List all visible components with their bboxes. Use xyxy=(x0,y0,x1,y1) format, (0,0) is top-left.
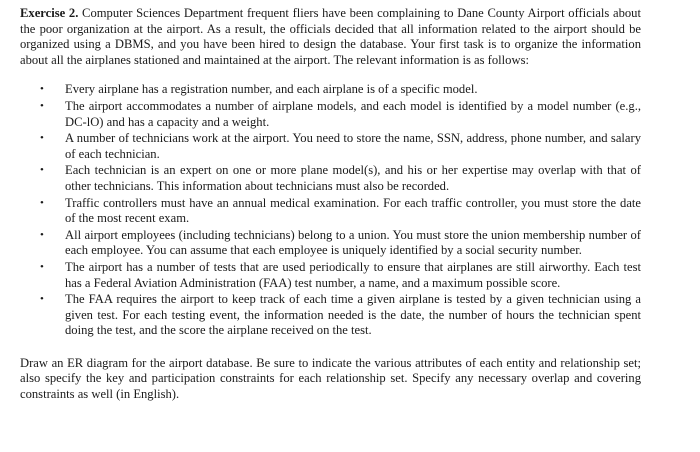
list-item xyxy=(40,82,641,98)
list-item-text: All airport employees (including technicians) belong to a union. You must store the union membership number of each employee. You can assume that each employee is uniquely identified by a social security number. xyxy=(65,227,641,258)
bullet-icon: • xyxy=(40,164,44,177)
intro-paragraph xyxy=(20,6,641,68)
list-item-text: The airport accommodates a number of airplane models, and each model is identified by a model number (e.g., DC-lO) and has a capacity and a weight. xyxy=(65,98,641,129)
list-item-text: The FAA requires the airport to keep track of each time a given airplane is tested by a given technician using a given test. For each testing event, the information needed is the date, the number of hours the technician spent doing the test, and the score the airplane received on the test. xyxy=(65,292,641,338)
bullet-icon: • xyxy=(40,260,44,273)
list-item-text: A number of technicians work at the airport. You need to store the name, SSN, address, phone number, and salary of each technician. xyxy=(65,131,641,161)
bullet-icon: • xyxy=(40,196,44,209)
intro-text: Computer Sciences Department frequent fliers have been complaining to Dane County Airport officials about the poor organization at the airport. As a result, the officials decided that all information related to the airport should be organized using a DBMS, and you have been hired to design the database. Your first task is to organize the information about all the airplanes stationed and maintained at the airport. The relevant information is as follows: xyxy=(20,6,641,67)
bullet-icon: • xyxy=(40,83,44,96)
list-item-text: Each technician is an expert on one or more plane model(s), and his or her expertise may overlap with that of other technicians. This information about technicians must also be recorded. xyxy=(65,163,641,193)
list-item xyxy=(40,227,641,259)
list-item xyxy=(40,259,641,291)
list-item xyxy=(40,195,641,227)
list-item-text: Every airplane has a registration number, and each airplane is of a specific model. xyxy=(65,82,478,97)
list-item xyxy=(40,292,641,339)
exercise-title: Exercise 2. xyxy=(20,6,79,20)
closing-paragraph: Draw an ER diagram for the airport database. Be sure to indicate the various attributes of each entity and relationship set; also specify the key and participation constraints for each relationship set. Specify any necessary overlap and covering constraints as well (in English). xyxy=(20,355,641,402)
list-item-text: The airport has a number of tests that are used periodically to ensure that airplanes are still airworthy. Each test has a Federal Aviation Administration (FAA) test number, a name, and a maximum possible score. xyxy=(65,259,641,290)
requirements-list xyxy=(20,82,641,339)
bullet-icon: • xyxy=(40,132,44,145)
list-item xyxy=(40,131,641,162)
list-item xyxy=(40,163,641,194)
bullet-icon: • xyxy=(40,99,44,112)
list-item-text: Traffic controllers must have an annual medical examination. For each traffic controller, you must store the date of the most recent exam. xyxy=(65,195,641,226)
bullet-icon: • xyxy=(40,228,44,241)
list-item xyxy=(40,98,641,130)
bullet-icon: • xyxy=(40,293,44,306)
exercise-document xyxy=(20,6,641,403)
